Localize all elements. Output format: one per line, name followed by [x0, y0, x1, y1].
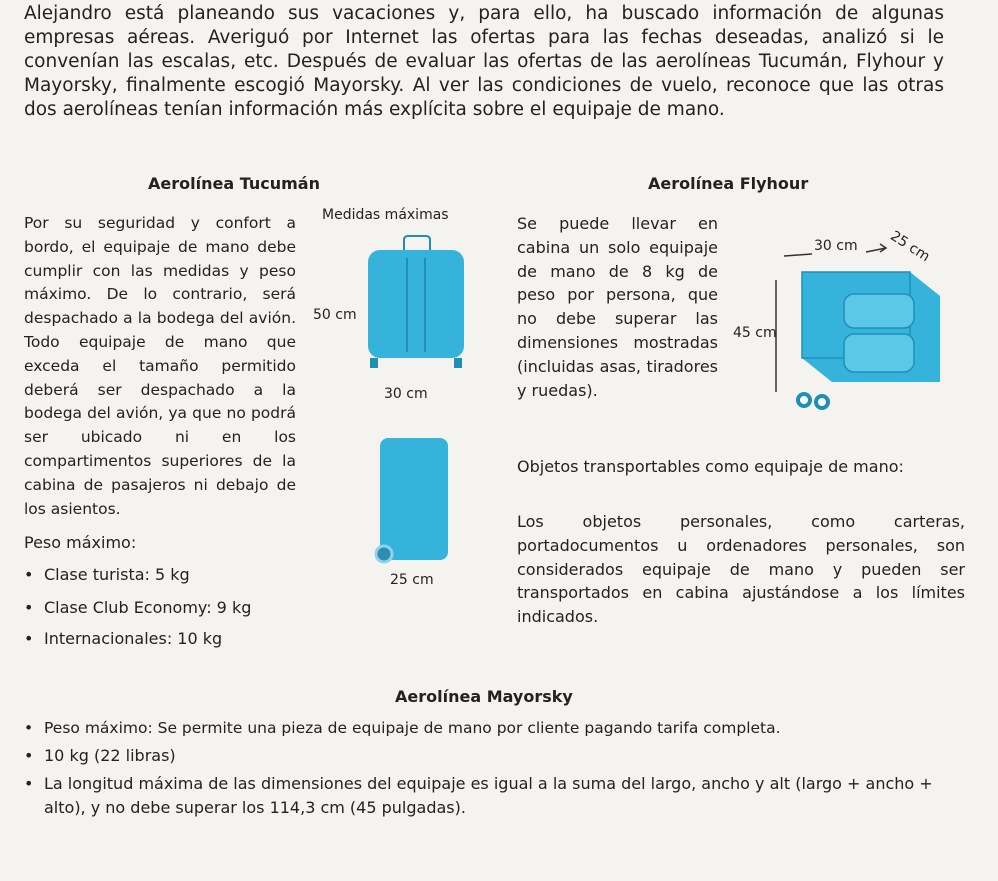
flyhour-suitcase-figure [762, 222, 960, 422]
flyhour-height-label: 45 cm [733, 325, 777, 341]
width-label: 30 cm [384, 386, 428, 402]
list-item: • La longitud máxima de las dimensiones del equipaje es igual a la suma del largo, ancho y alt (largo + ancho + alto), y no debe superar los 114,3 cm (45 pulgadas). [24, 772, 974, 820]
flyhour-width-label: 30 cm [814, 238, 858, 254]
list-item: • 10 kg (22 libras) [24, 744, 974, 768]
tucuman-weight-heading: Peso máximo: [24, 533, 137, 552]
tucuman-weight-list [24, 563, 314, 651]
mayorsky-title: Aerolínea Mayorsky [395, 687, 573, 706]
flyhour-body: Se puede llevar en cabina un solo equipaje de mano de 8 kg de peso por persona, que no debe superar las dimensiones mostradas (incluidas asas, tiradores y ruedas). [517, 214, 718, 400]
tucuman-body: Por su seguridad y confort a bordo, el equipaje de mano debe cumplir con las medidas y peso máximo. De lo contrario, será despachado a la bodega del avión. Todo equipaje de mano que exceda el tamaño permitido deberá ser despachado a la bodega del avión, ya que no podrá ser ubicado ni en los compartimentos superiores de la cabina de pasajeros ni debajo de los asientos. [24, 214, 296, 518]
suitcase-front-icon [368, 236, 464, 368]
depth-label: 25 cm [390, 572, 434, 588]
tucuman-suitcase-figure [360, 232, 472, 588]
figure-heading: Medidas máximas [322, 207, 449, 223]
tucuman-title: Aerolínea Tucumán [148, 174, 320, 193]
flyhour-objects-heading: Objetos transportables como equipaje de mano: [517, 457, 904, 476]
list-item: • Clase turista: 5 kg [24, 563, 314, 587]
flyhour-depth-label: 25 cm [887, 228, 933, 266]
mayorsky-list [24, 716, 974, 820]
flyhour-objects-body: Los objetos personales, como carteras, portadocumentos u ordenadores personales, son considerados equipaje de mano y pueden ser transportados en cabina ajustándose a los límites indicados. [517, 512, 965, 627]
suitcase-3d-icon [798, 272, 940, 408]
flyhour-title: Aerolínea Flyhour [648, 174, 809, 193]
list-item: • Clase Club Economy: 9 kg [24, 596, 314, 620]
list-item: • Peso máximo: Se permite una pieza de equipaje de mano por cliente pagando tarifa completa. [24, 716, 974, 740]
list-item: • Internacionales: 10 kg [24, 627, 314, 651]
height-label: 50 cm [313, 307, 357, 323]
suitcase-side-icon [376, 438, 448, 562]
intro-paragraph: Alejandro está planeando sus vacaciones y, para ello, ha buscado información de algunas empresas aéreas. Averiguó por Internet las ofertas para las fechas deseadas, analizó si le convenían las escalas, etc. Después de evaluar las ofertas de las aerolíneas Tucumán, Flyhour y Mayorsky, finalmente escogió Mayorsky. Al ver las condiciones de vuelo, reconoce que las otras dos aerolíneas tenían información más explícita sobre el equipaje de mano. [24, 3, 944, 120]
